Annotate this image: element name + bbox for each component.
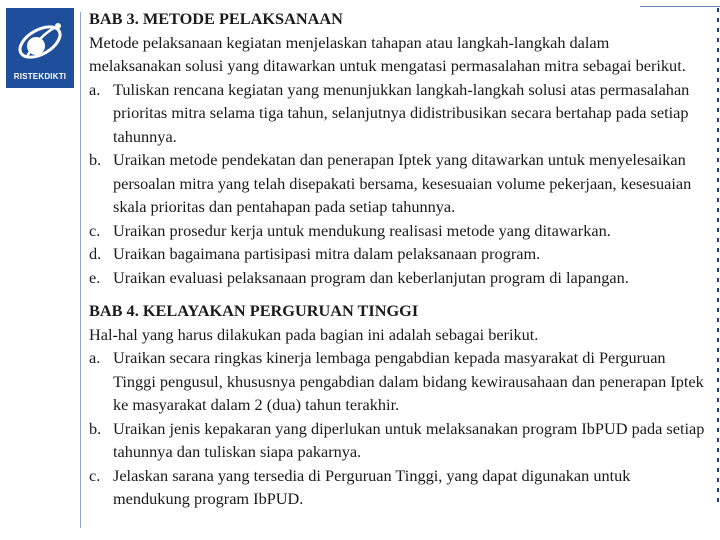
divider-line (80, 12, 81, 528)
item-label: a. (89, 79, 101, 99)
item-text: Tinggi pengusul, khususnya pengabdian dalam bidang kewirausahaan dan penerapan Iptek (113, 371, 704, 391)
item-text: persoalan mitra yang telah disepakati bersama, kesesuaian volume pekerjaan, kesesuaian (113, 173, 692, 193)
item-text: skala prioritas dan pentahapan pada setiap tahunnya. (113, 197, 456, 216)
bab3-intro-line: Metode pelaksanaan kegiatan menjelaskan tahapan atau langkah-langkah dalam (89, 32, 610, 52)
list-item (89, 148, 704, 172)
logo-strip (0, 0, 80, 540)
item-text: Tuliskan rencana kegiatan yang menunjukkan langkah-langkah solusi atas permasalahan (113, 79, 690, 99)
list-item (89, 242, 704, 266)
item-text: Uraikan bagaimana partisipasi mitra dalam pelaksanaan program. (113, 244, 541, 263)
item-label: e. (89, 267, 101, 287)
list-item (89, 266, 704, 290)
bab3-title: BAB 3. METODE PELAKSANAAN (89, 9, 343, 28)
logo-text: RISTEKDIKTI (13, 72, 67, 81)
list-item (89, 417, 704, 441)
list-item (89, 464, 704, 488)
item-text: Uraikan jenis kepakaran yang diperlukan untuk melaksanakan program IbPUD pada setiap (113, 418, 705, 438)
item-text: mendukung program IbPUD. (113, 489, 304, 508)
item-text: tahunnya. (113, 126, 177, 146)
item-label: c. (89, 220, 101, 240)
bab4-title: BAB 4. KELAYAKAN PERGURUAN TINGGI (89, 301, 419, 320)
right-edge-border (716, 8, 720, 540)
list-item (89, 78, 704, 102)
item-text: tahunnya dan tuliskan siapa pakarnya. (113, 442, 362, 461)
bab4-intro-line: Hal-hal yang harus dilakukan pada bagian ini adalah sebagai berikut. (89, 324, 539, 344)
item-label: d. (89, 244, 102, 263)
item-label: b. (89, 418, 102, 438)
item-text: Jelaskan sarana yang tersedia di Perguruan Tinggi, yang dapat digunakan untuk (113, 465, 631, 485)
item-text: Uraikan prosedur kerja untuk mendukung realisasi metode yang ditawarkan. (113, 220, 611, 240)
list-item (89, 346, 704, 370)
document-body (89, 7, 704, 511)
ristekdikti-logo (6, 8, 74, 88)
item-text: prioritas mitra selama tiga tahun, selanjutnya didistribusikan secara bertahap pada setiap (113, 103, 689, 122)
item-label: c. (89, 465, 101, 485)
item-text: Uraikan metode pendekatan dan penerapan Iptek yang ditawarkan untuk menyelesaikan (113, 150, 686, 169)
list-item (89, 219, 704, 243)
item-text: Uraikan evaluasi pelaksanaan program dan keberlanjutan program di lapangan. (113, 267, 629, 287)
item-text: ke masyarakat dalam 2 (dua) tahun terakhir. (113, 395, 400, 414)
bab3-intro-line: melaksanakan solusi yang ditawarkan untuk mengatasi permasalahan mitra sebagai berikut. (89, 56, 686, 75)
item-text: Uraikan secara ringkas kinerja lembaga pengabdian kepada masyarakat di Perguruan (113, 348, 666, 367)
item-label: b. (89, 150, 102, 169)
item-label: a. (89, 348, 101, 367)
